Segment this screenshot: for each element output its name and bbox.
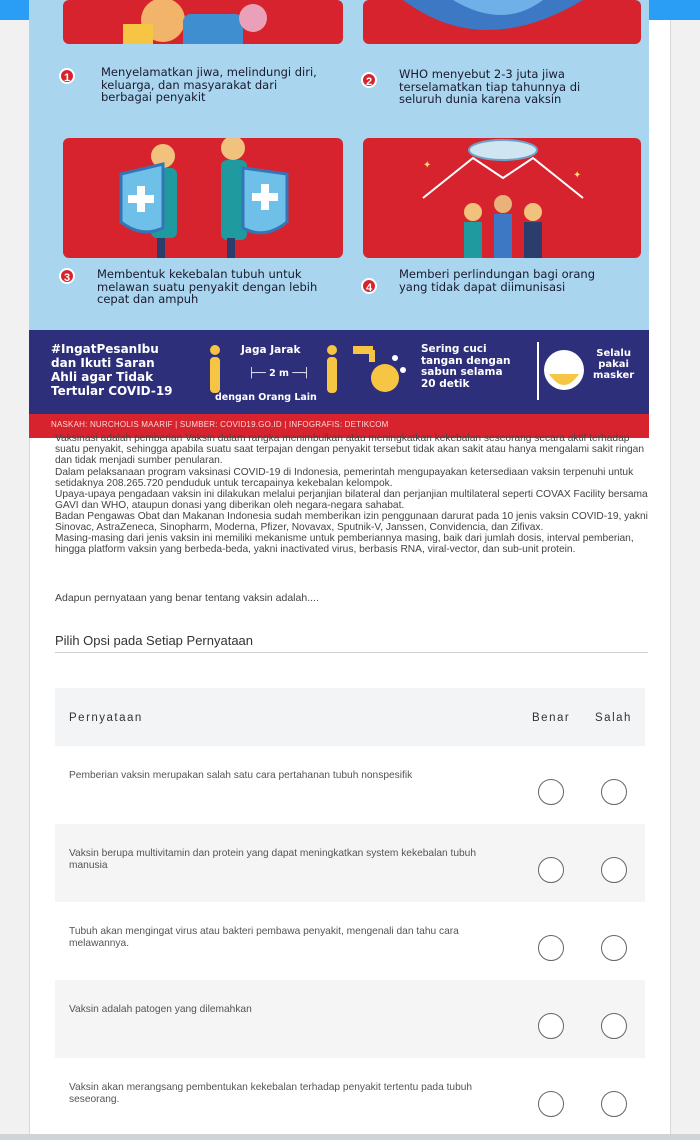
shield-people-illustration: [63, 138, 343, 258]
item-caption-2: WHO menyebut 2-3 juta jiwa terselamatkan tiap tahunnya di seluruh dunia karena vaksin: [399, 67, 581, 106]
table-row: [55, 746, 645, 824]
radio-benar-5[interactable]: [538, 1091, 564, 1117]
statement-text: Vaksin adalah patogen yang dilemahkan: [69, 1004, 252, 1015]
item-caption-3: Membentuk kekebalan tubuh untuk melawan suatu penyakit dengan lebih cepat dan ampuh: [97, 267, 318, 306]
statement-table: [55, 688, 645, 1136]
campaign-banner: [29, 330, 649, 414]
statement-text: Tubuh akan mengingat virus atau bakteri pembawa penyakit, mengenali dan tahu cara melawannya.: [69, 926, 459, 949]
campaign-line-4: Tertular COVID-19: [51, 384, 173, 398]
radio-benar-3[interactable]: [538, 935, 564, 961]
mask-face-icon: [543, 344, 585, 400]
radio-salah-1[interactable]: [601, 779, 627, 805]
campaign-hashtag: #IngatPesanIbu: [51, 342, 159, 356]
handwash-icon: [347, 340, 409, 400]
section-title: Pilih Opsi pada Setiap Pernyataan: [55, 633, 254, 648]
divider: [537, 342, 539, 400]
radio-salah-3[interactable]: [601, 935, 627, 961]
mask-line-1: Selalu: [596, 348, 631, 359]
item-number-4: 4: [361, 278, 377, 294]
table-row: [55, 824, 645, 902]
item-number-3: 3: [59, 268, 75, 284]
panel-3-illustration: [63, 138, 343, 258]
question-prompt: Adapun pernyataan yang benar tentang vaksin adalah....: [55, 592, 319, 604]
mask-line-3: masker: [593, 370, 635, 381]
statement-text: Vaksin berupa multivitamin dan protein yang dapat meningkatkan system kekebalan tubuh manusia: [69, 848, 476, 871]
campaign-line-2: dan Ikuti Saran: [51, 356, 155, 370]
bottom-edge: [0, 1134, 700, 1140]
table-row: [55, 902, 645, 980]
umbrella-crowd-illustration: [363, 138, 641, 258]
wash-line-1: Sering cuci: [421, 343, 487, 355]
mask-line-2: pakai: [598, 359, 629, 370]
statement-text: Pemberian vaksin merupakan salah satu cara pertahanan tubuh nonspesifik: [69, 770, 413, 781]
item-caption-4: Memberi perlindungan bagi orang yang tidak dapat diimunisasi: [399, 267, 595, 294]
radio-salah-4[interactable]: [601, 1013, 627, 1039]
radio-salah-2[interactable]: [601, 857, 627, 883]
panel-2-illustration: [363, 0, 641, 44]
distance-subtitle: dengan Orang Lain: [215, 392, 317, 403]
radio-benar-4[interactable]: [538, 1013, 564, 1039]
wash-line-3: sabun selama: [421, 366, 503, 378]
panel-1-illustration: [63, 0, 343, 44]
paragraph-1: Vaksinasi adalah pemberian Vaksin dalam rangka menimbulkan atau meningkatkan kekebalan seseorang secara aktif terhadap suatu penyakit, sehingga apabila suatu saat terpajan dengan penyakit tersebut tidak akan sakit atau hanya mengalami sakit ringan dan tidak menjadi sumber penularan.: [55, 433, 644, 467]
infographic-credit: NASKAH: NURCHOLIS MAARIF | SUMBER: COVID19.GO.ID | INFOGRAFIS: DETIKCOM: [29, 414, 649, 438]
wash-line-4: 20 detik: [421, 377, 470, 390]
paragraph-5: Masing-masing dari jenis vaksin ini memiliki mekanisme untuk pemberiannya masing, baik dari jumlah dosis, interval pemberian, hingga platform vaksin yang berbeda-beda, yakni inactivated virus, berbasis RNA, viral-vector, dan sub-unit protein.: [55, 533, 634, 556]
table-row: [55, 1058, 645, 1136]
table-row: [55, 980, 645, 1058]
radio-salah-5[interactable]: [601, 1091, 627, 1117]
item-caption-1: Menyelamatkan jiwa, melindungi diri, keluarga, dan masyarakat dari berbagai penyakit: [101, 65, 317, 104]
radio-benar-2[interactable]: [538, 857, 564, 883]
panel-4-illustration: [363, 138, 641, 258]
wash-line-2: tangan dengan: [421, 354, 511, 367]
radio-benar-1[interactable]: [538, 779, 564, 805]
vaccine-infographic: [29, 0, 649, 438]
svg-text:✦: ✦: [423, 160, 432, 171]
paragraph-3: Upaya-upaya pengadaan vaksin ini dilakukan melalui perjanjian bilateral dan perjanjian multilateral seperti COVAX Facility bersama GAVI dan WHO, ataupun donasi yang diberikan oleh negara-negara sahabat.: [55, 489, 648, 512]
table-header: [55, 688, 645, 746]
header-statement: Pernyataan: [69, 712, 143, 724]
header-false: Salah: [595, 712, 632, 724]
svg-text:✦: ✦: [573, 170, 582, 181]
item-number-1: 1: [59, 68, 75, 84]
header-true: Benar: [532, 712, 571, 724]
item-number-2: 2: [361, 72, 377, 88]
statement-text: Vaksin akan merangsang pembentukan kekebalan terhadap penyakit tertentu pada tubuh seseorang.: [69, 1082, 473, 1105]
section-divider: [55, 652, 648, 653]
campaign-line-3: Ahli agar Tidak: [51, 370, 154, 384]
distance-title: Jaga Jarak: [241, 344, 301, 356]
distance-value: ├── 2 m ──┤: [248, 368, 310, 379]
family-illustration: [63, 0, 343, 44]
paragraph-2: Dalam pelaksanaan program vaksinasi COVID-19 di Indonesia, pemerintah mengupayakan ketersediaan vaksin terpenuhi untuk setidaknya 208.265.720 penduduk untuk tercapainya kekebalan kelompok.: [55, 467, 634, 490]
globe-illustration: [363, 0, 641, 44]
person-icon-2: [324, 344, 340, 396]
paragraph-4: Badan Pengawas Obat dan Makanan Indonesia sudah memberikan izin penggunaan darurat pada 10 jenis vaksin COVID-19, yakni Sinovac, AstraZeneca, Sinopharm, Moderna, Pfizer, Novavax, Sputnik-V, Janssen, Convidencia, dan Zifivax.: [55, 511, 648, 534]
person-icon: [207, 344, 223, 396]
